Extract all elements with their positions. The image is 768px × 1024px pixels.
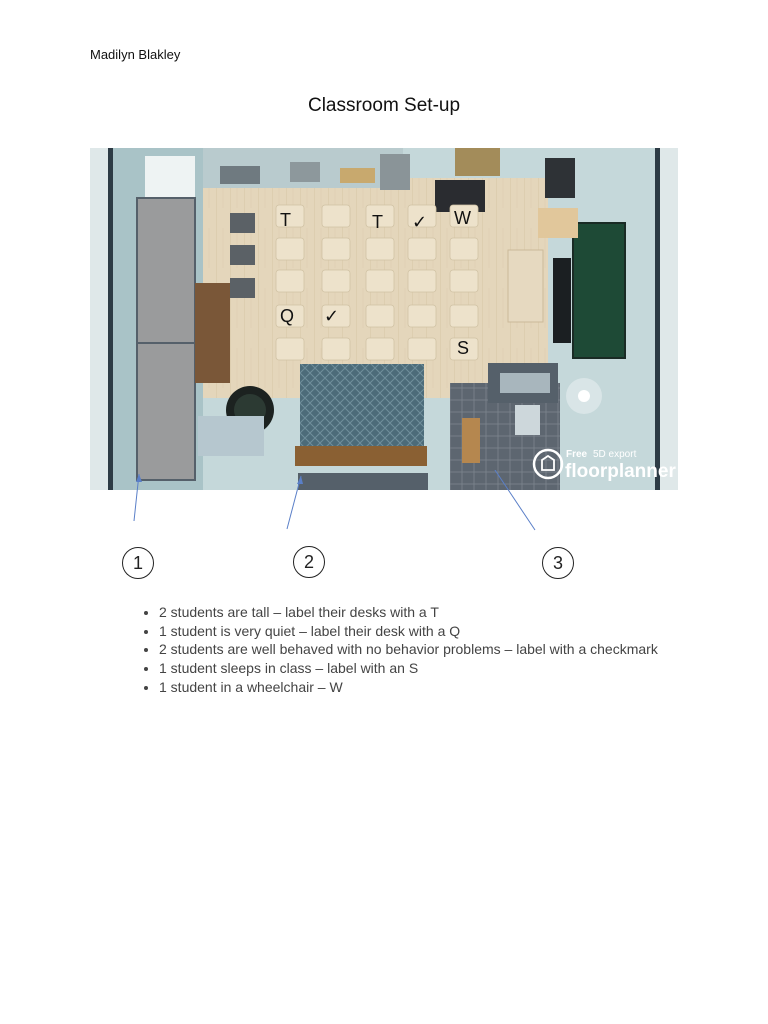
whiteboard-left: [137, 198, 195, 480]
desk-label-check-2: ✓: [324, 306, 340, 326]
list-item: • 2 students are well behaved with no behavior problems – label with a checkmark: [159, 640, 679, 659]
svg-text:5D export: 5D export: [593, 449, 637, 460]
instructions-list: [135, 603, 679, 697]
callout-2: 2: [293, 546, 325, 578]
svg-text:Free: Free: [566, 449, 588, 460]
author-name: Madilyn Blakley: [90, 47, 181, 62]
teacher-desk: [508, 250, 543, 322]
desk-label-s: S: [457, 338, 470, 358]
desk-label-t-1: T: [280, 210, 291, 230]
callout-1: 1: [122, 547, 154, 579]
callout-3: 3: [542, 547, 574, 579]
desk-label-w: W: [454, 208, 471, 228]
desk-label-t-2: T: [372, 212, 383, 232]
bulletin-board: [553, 258, 571, 343]
chalkboard: [573, 223, 625, 358]
desk-label-check-1: ✓: [412, 212, 428, 232]
svg-text:floorplanner: floorplanner: [565, 461, 676, 482]
list-item: • 1 student sleeps in class – label with an S: [159, 659, 679, 678]
rug: [300, 364, 424, 452]
classroom-floorplan: [90, 148, 678, 490]
list-item: • 2 students are tall – label their desks with a T: [159, 603, 679, 622]
bookshelf: [195, 283, 230, 383]
page-title: Classroom Set-up: [307, 95, 461, 116]
bench: [295, 446, 427, 466]
desk-label-q: Q: [280, 306, 295, 326]
list-item: • 1 student in a wheelchair – W: [159, 678, 679, 697]
list-item: • 1 student is very quiet – label their desk with a Q: [159, 622, 679, 641]
callout-arrows: [0, 470, 768, 590]
